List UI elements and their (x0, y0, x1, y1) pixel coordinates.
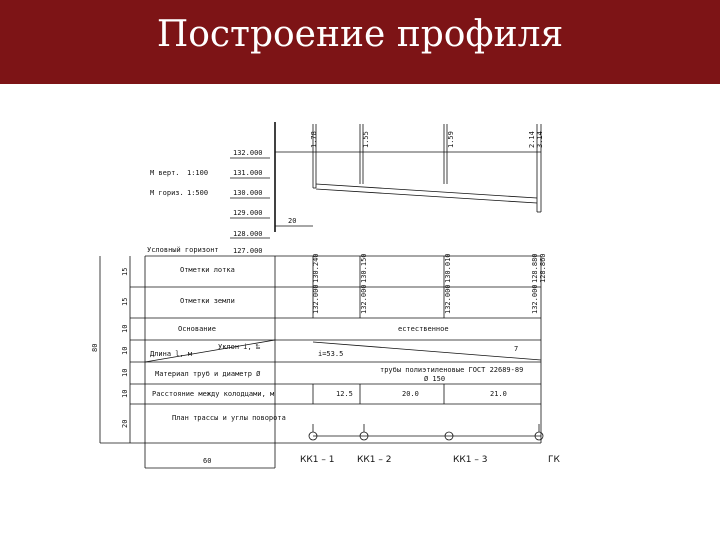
row-height-1: 15 (121, 267, 129, 276)
base-value: естественное (398, 325, 449, 333)
material-value: трубы полиэтиленовые ГОСТ 22689-89 (380, 366, 524, 374)
diameter-value: Ø 150 (424, 375, 446, 383)
top-label-2: 1.55 (362, 131, 370, 148)
scale-horizontal-label: М гориз. (150, 189, 184, 197)
elevation-130: 130.000 (233, 189, 263, 197)
row-plan-1: План трассы и углы поворота (172, 414, 286, 422)
row-distance: Расстояние между колодцами, м (152, 390, 275, 398)
distance-2: 20.0 (402, 390, 419, 398)
well-label-2: КК1 – 2 (357, 455, 392, 465)
row-length: Длина l, м (150, 350, 193, 358)
conventional-horizon: Условный горизонт (147, 246, 219, 254)
distance-1: 12.5 (336, 390, 353, 398)
row-height-6: 10 (121, 389, 129, 398)
elevation-131: 131.000 (233, 169, 263, 177)
distance-3: 21.0 (490, 390, 507, 398)
elevation-129: 129.000 (233, 209, 263, 217)
top-label-1: 1.78 (310, 131, 318, 148)
ground-value-3: 132.000 (444, 284, 452, 314)
slope-value: i=53.5 (318, 350, 344, 358)
row-height-7: 20 (121, 419, 129, 428)
row-ground-marks: Отметки земли (180, 297, 235, 305)
row-height-3: 10 (121, 324, 129, 333)
elevation-132: 132.000 (233, 149, 263, 157)
row-material: Материал труб и диаметр Ø (155, 370, 261, 378)
well-label-3: КК1 – 3 (453, 455, 488, 465)
well-label-1: КК1 – 1 (300, 455, 335, 465)
plan-width: 60 (203, 457, 212, 465)
row-tray-marks: Отметки лотка (180, 266, 235, 274)
ground-value-4: 132.000 (531, 284, 539, 314)
elevation-127: 127.000 (233, 247, 263, 255)
row-height-2: 15 (121, 297, 129, 306)
well-label-4: ГК (548, 455, 560, 465)
scale-vertical-value: 1:100 (187, 169, 209, 177)
scale-vertical-label: М верт. (150, 169, 180, 177)
tray-value-1: 130.240 (312, 253, 320, 283)
ground-value-1: 132.000 (312, 284, 320, 314)
slope-right-value: 7 (514, 345, 519, 353)
segment-label: 20 (288, 217, 297, 225)
scale-horizontal-value: 1:500 (187, 189, 209, 197)
slope-line (313, 342, 541, 360)
tray-value-2: 130.150 (360, 253, 368, 283)
elevation-128: 128.000 (233, 230, 263, 238)
page-title: Построение профиля (156, 14, 564, 55)
row-base: Основание (178, 325, 216, 333)
row-slope: Уклон i, ‰ (218, 343, 261, 351)
row-height-5: 10 (121, 368, 129, 377)
ground-value-2: 132.000 (360, 284, 368, 314)
total-height: 80 (91, 343, 99, 352)
top-label-5: 3.14 (536, 131, 544, 148)
tray-value-5: 128.860 (539, 253, 547, 283)
row-height-4: 10 (121, 346, 129, 355)
top-label-4: 2.14 (528, 131, 536, 148)
top-label-3: 1.59 (447, 131, 455, 148)
tray-value-4: 128.880 (531, 253, 539, 283)
tray-value-3: 130.010 (444, 253, 452, 283)
